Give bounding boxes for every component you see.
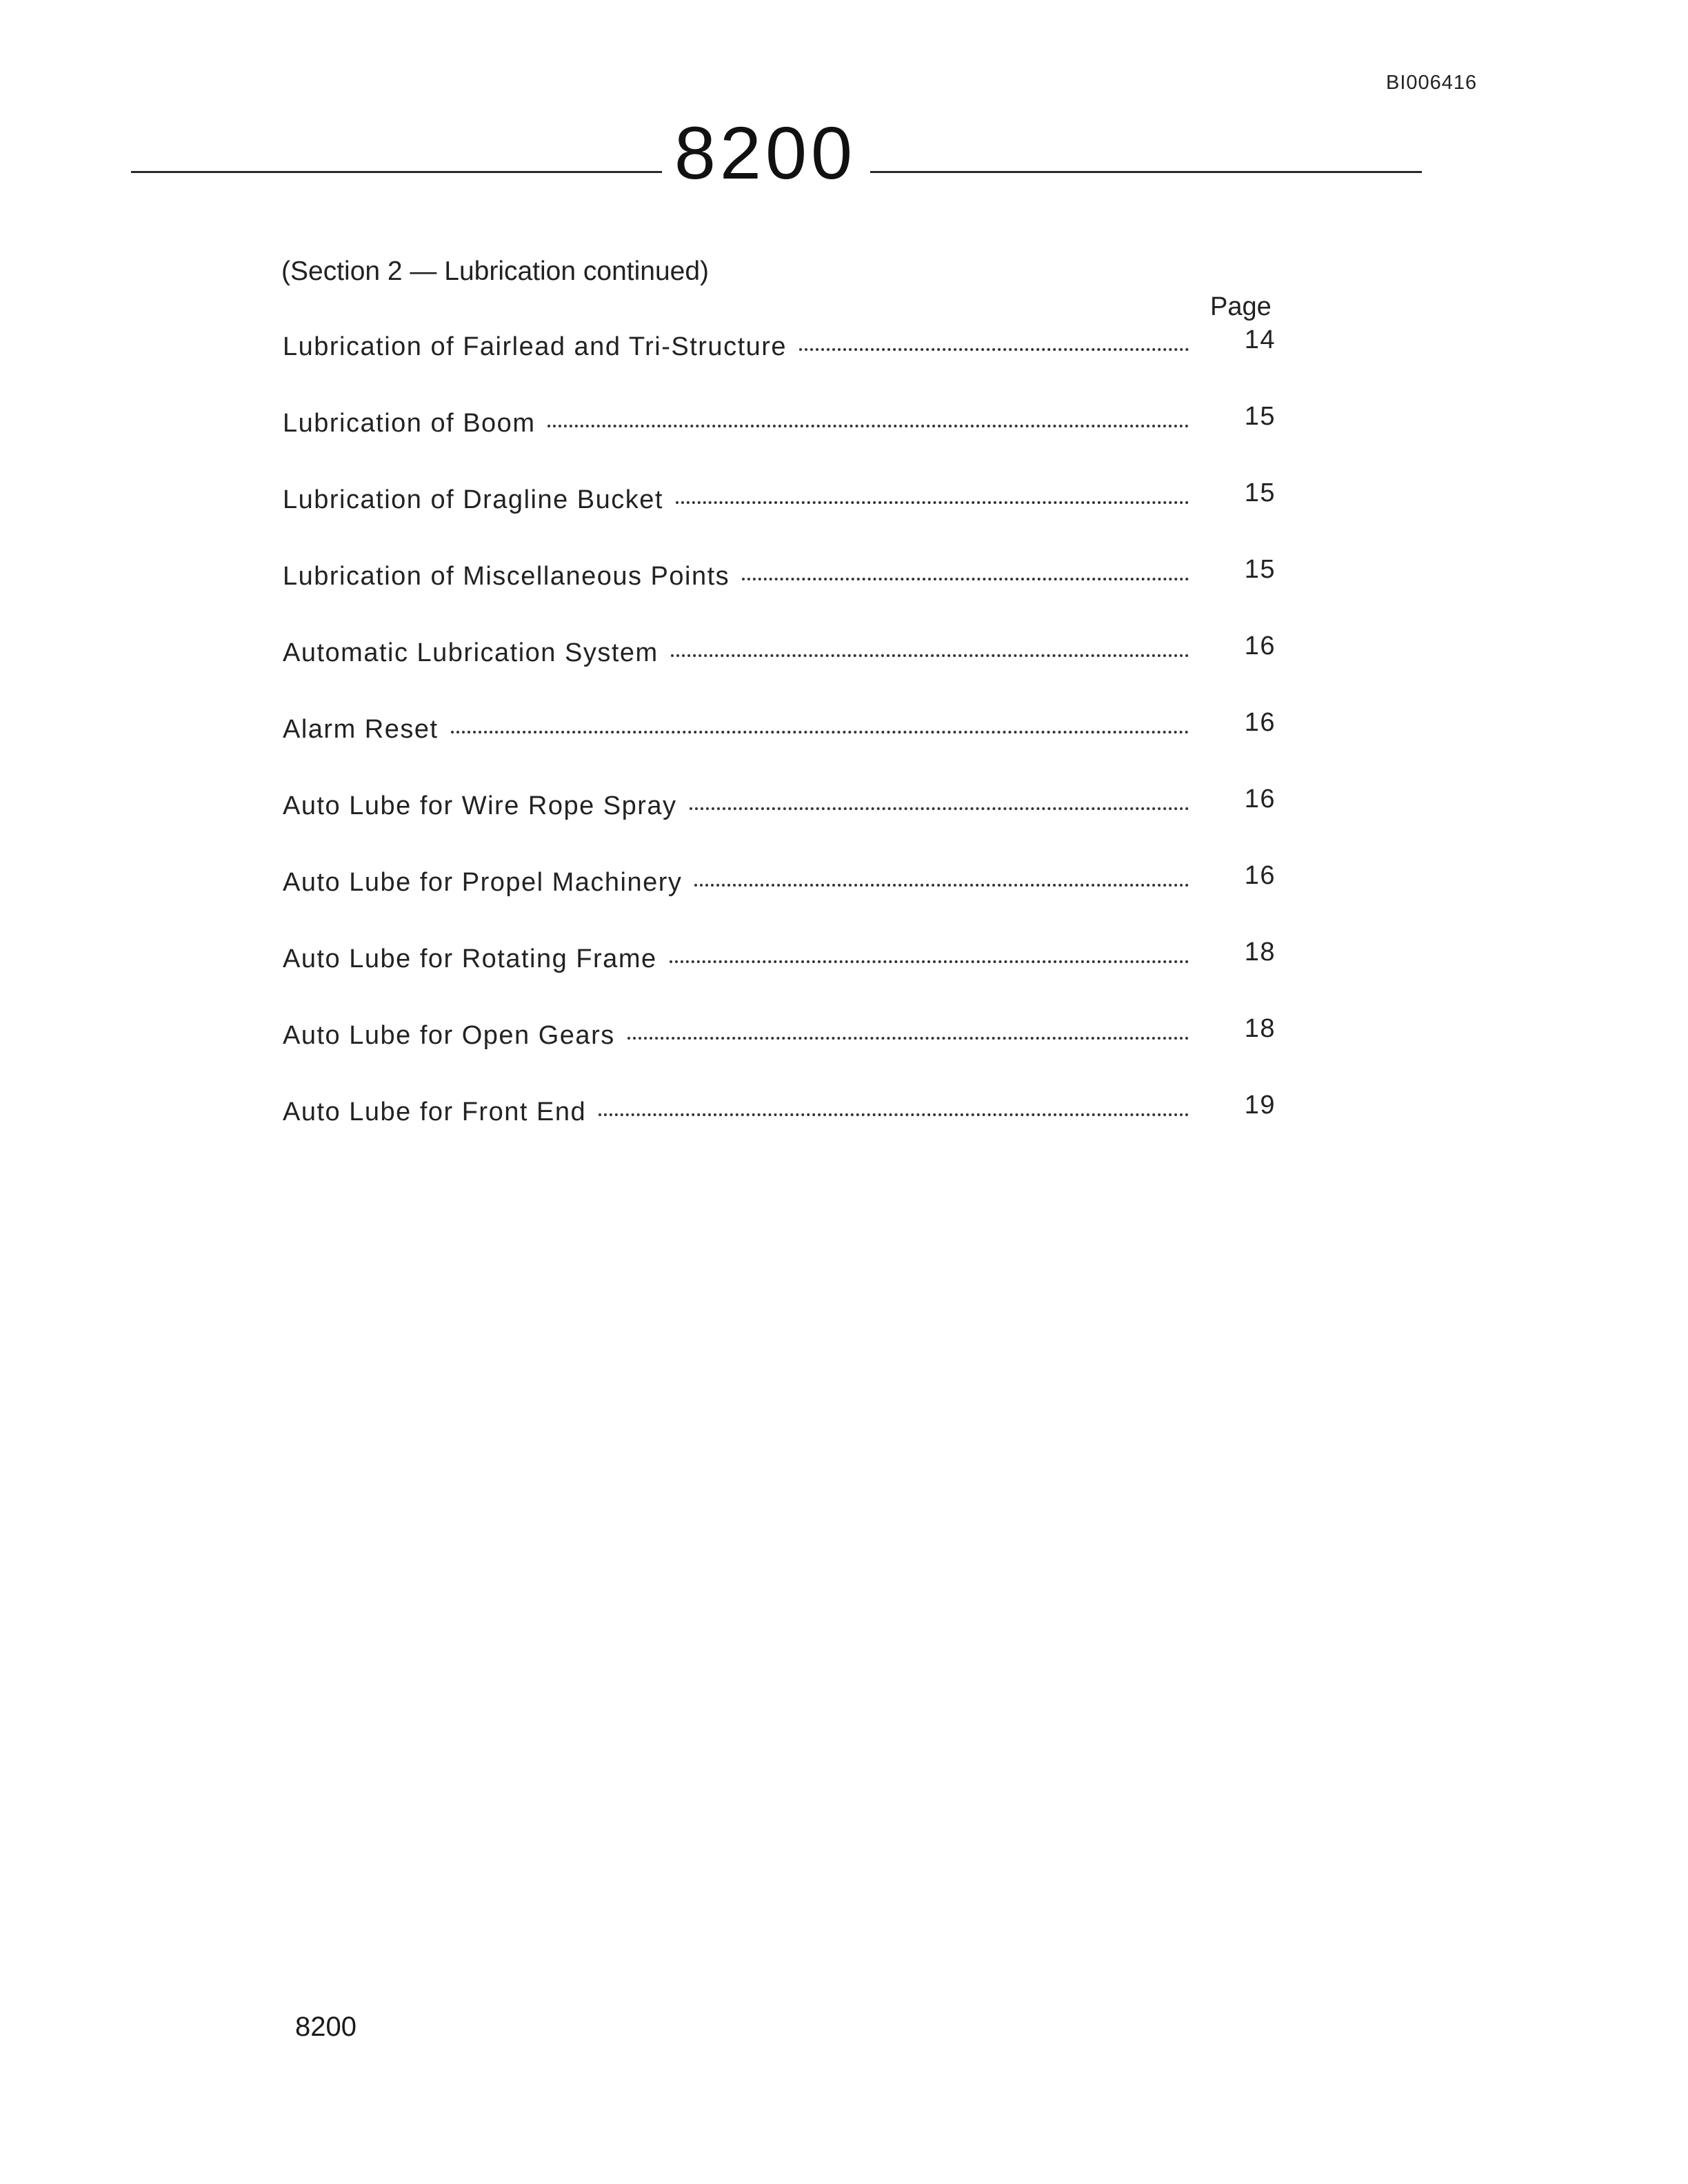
dot-leader	[627, 1037, 1189, 1040]
toc-entry	[283, 402, 1276, 485]
toc-entry-page: 15	[1244, 402, 1276, 431]
toc-entry	[283, 478, 1276, 562]
toc-entry-page: 19	[1244, 1091, 1276, 1120]
dot-leader	[799, 348, 1189, 351]
toc-entry-label: Auto Lube for Rotating Frame	[283, 944, 657, 973]
toc-entry	[283, 1014, 1276, 1098]
toc-entry-page: 15	[1244, 478, 1276, 507]
document-id: BI006416	[1386, 72, 1478, 94]
toc-entry	[283, 938, 1276, 1021]
table-of-contents	[283, 325, 1276, 1174]
toc-entry-page: 18	[1244, 938, 1276, 967]
toc-entry-page: 15	[1244, 555, 1276, 584]
dot-leader	[451, 731, 1189, 734]
dot-leader	[547, 425, 1189, 427]
toc-entry-page: 16	[1244, 861, 1276, 890]
toc-entry	[283, 1091, 1276, 1174]
page-column-label: Page	[1210, 292, 1272, 321]
toc-entry-label: Lubrication of Fairlead and Tri-Structure	[283, 332, 787, 361]
section-heading: (Section 2 — Lubrication continued)	[281, 256, 710, 286]
toc-entry-label: Lubrication of Miscellaneous Points	[283, 562, 730, 591]
dot-leader	[694, 884, 1189, 887]
title-rule-left	[131, 171, 662, 173]
dot-leader	[670, 960, 1189, 963]
toc-entry-label: Automatic Lubrication System	[283, 638, 659, 667]
toc-entry-label: Alarm Reset	[283, 715, 439, 744]
dot-leader	[690, 807, 1189, 810]
title-rule-right	[870, 171, 1422, 173]
toc-entry-page: 16	[1244, 785, 1276, 813]
toc-entry-label: Auto Lube for Wire Rope Spray	[283, 791, 677, 820]
toc-entry	[283, 785, 1276, 868]
toc-entry	[283, 861, 1276, 944]
model-title: 8200	[674, 111, 857, 194]
toc-entry-label: Auto Lube for Front End	[283, 1098, 587, 1126]
toc-entry-page: 14	[1244, 325, 1276, 354]
footer-model-number: 8200	[295, 2012, 356, 2042]
toc-entry-page: 18	[1244, 1014, 1276, 1043]
toc-entry	[283, 708, 1276, 791]
dot-leader	[742, 578, 1189, 580]
toc-entry	[283, 555, 1276, 638]
toc-entry-page: 16	[1244, 708, 1276, 737]
toc-entry-label: Lubrication of Dragline Bucket	[283, 485, 663, 514]
toc-entry-label: Lubrication of Boom	[283, 409, 536, 438]
dot-leader	[599, 1113, 1189, 1116]
toc-entry-label: Auto Lube for Propel Machinery	[283, 868, 683, 897]
dot-leader	[676, 501, 1189, 504]
toc-entry	[283, 631, 1276, 715]
toc-entry	[283, 325, 1276, 409]
dot-leader	[671, 654, 1189, 657]
toc-entry-label: Auto Lube for Open Gears	[283, 1021, 615, 1050]
toc-entry-page: 16	[1244, 631, 1276, 660]
